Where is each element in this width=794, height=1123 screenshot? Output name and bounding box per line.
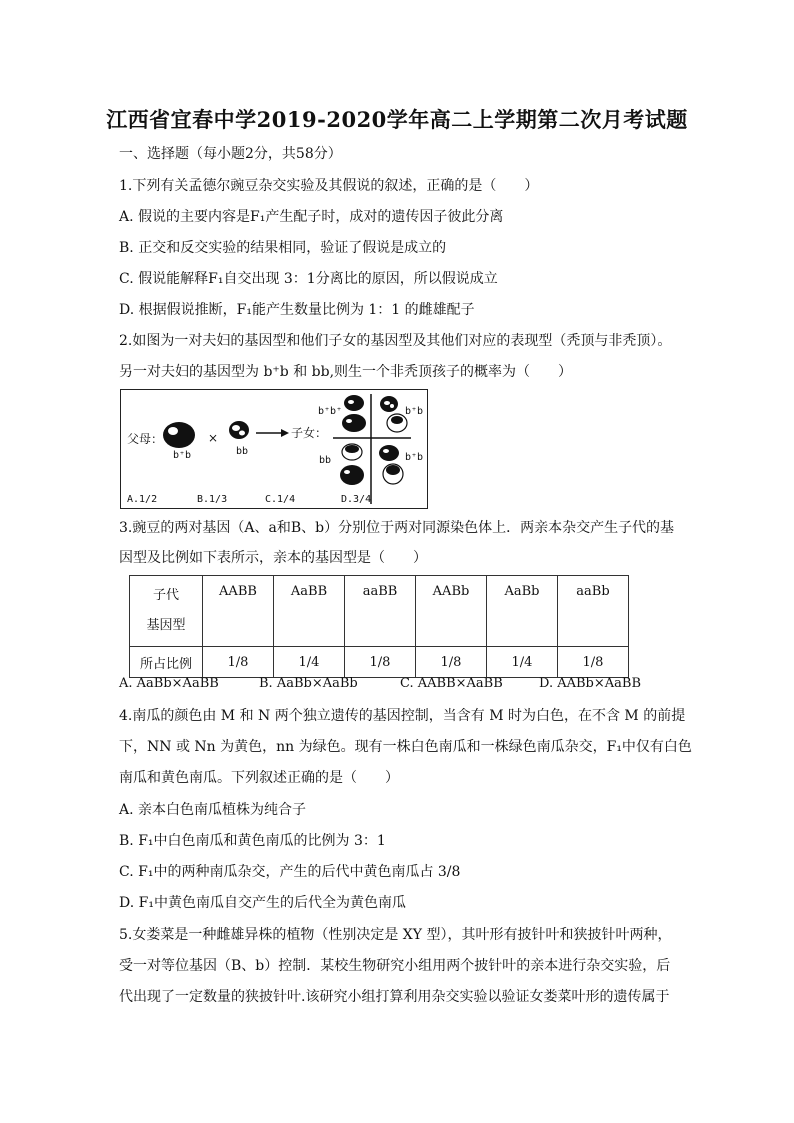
genotype-cell: aaBB xyxy=(345,576,416,647)
fig-child2-genotype: b⁺b xyxy=(405,406,424,417)
table-row xyxy=(130,647,629,678)
q2-stem-line1: 2.如图为一对夫妇的基因型和他们子女的基因型及其他们对应的表现型（秃顶与非秃顶）。 xyxy=(119,333,672,349)
fig-children-label: 子女： xyxy=(291,426,328,440)
child-head-icon xyxy=(342,395,366,432)
q4-option-b: B. F₁中白色南瓜和黄色南瓜的比例为 3：1 xyxy=(119,833,386,849)
genotype-cell: AaBB xyxy=(274,576,345,647)
q3-option-b: B. AaBb×AaBb xyxy=(259,676,358,691)
fig-cross-symbol: × xyxy=(208,431,219,445)
fig-father-genotype: b⁺b xyxy=(173,450,192,461)
section-heading: 一、选择题（每小题2分，共58分） xyxy=(119,146,342,162)
q4-stem-line3: 南瓜和黄色南瓜。下列叙述正确的是（ ） xyxy=(119,770,399,786)
q2-figure xyxy=(120,389,428,509)
table-header-cell xyxy=(130,576,203,647)
q2-stem-line2: 另一对夫妇的基因型为 b⁺b 和 bb,则生一个非秃顶孩子的概率为（ ） xyxy=(119,364,573,380)
q1-option-d: D. 根据假说推断，F₁能产生数量比例为 1：1 的雌雄配子 xyxy=(119,302,475,318)
genotype-cell: aaBb xyxy=(558,576,629,647)
q3-option-c: C. AABB×AaBB xyxy=(400,676,503,691)
ratio-cell: 1/8 xyxy=(416,647,487,678)
father-head-icon xyxy=(163,422,195,448)
q3-stem-line2: 因型及比例如下表所示，亲本的基因型是（ ） xyxy=(119,550,427,566)
header-label-line2: 基因型 xyxy=(146,618,186,633)
q4-stem-line1: 4.南瓜的颜色由 M 和 N 两个独立遗传的基因控制，当含有 M 时为白色，在不含 M 的前提 xyxy=(119,708,686,724)
q4-option-d: D. F₁中黄色南瓜自交产生的后代全为黄色南瓜 xyxy=(119,895,406,911)
fig-parents-label: 父母： xyxy=(127,432,164,446)
fig-child3-genotype: bb xyxy=(319,455,332,466)
q2-option-d: D.3/4 xyxy=(341,494,372,505)
fig-mother-genotype: bb xyxy=(236,446,249,457)
q3-option-a: A. AaBb×AaBB xyxy=(119,676,219,691)
header-label-line1: 子代 xyxy=(152,588,179,603)
child-head-icon xyxy=(380,396,407,432)
fig-child4-genotype: b⁺b xyxy=(405,452,424,463)
child-head-icon xyxy=(379,445,403,484)
genotype-cell: AaBb xyxy=(487,576,558,647)
genotype-cell: AABB xyxy=(203,576,274,647)
table-row xyxy=(130,576,629,647)
arrow-icon xyxy=(256,429,289,437)
fig-child1-genotype: b⁺b⁺ xyxy=(318,406,343,417)
q1-option-b: B. 正交和反交实验的结果相同，验证了假说是成立的 xyxy=(119,240,447,256)
ratio-cell: 1/8 xyxy=(558,647,629,678)
q4-option-a: A. 亲本白色南瓜植株为纯合子 xyxy=(119,802,307,818)
genotype-cell: AABb xyxy=(416,576,487,647)
q1-option-c: C. 假说能解释F₁自交出现 3：1分离比的原因，所以假说成立 xyxy=(119,271,498,287)
q4-option-c: C. F₁中的两种南瓜杂交，产生的后代中黄色南瓜占 3/8 xyxy=(119,864,461,880)
q2-option-c: C.1/4 xyxy=(265,494,296,505)
q1-option-a: A. 假说的主要内容是F₁产生配子时，成对的遗传因子彼此分离 xyxy=(119,209,504,225)
ratio-label-cell: 所占比例 xyxy=(130,647,203,678)
q3-option-d: D. AABb×AaBB xyxy=(539,676,642,691)
page-title: 江西省宜春中学2019-2020学年高二上学期第二次月考试题 xyxy=(106,107,688,132)
q5-stem-line3: 代出现了一定数量的狭披针叶.该研究小组打算利用杂交实验以验证女娄菜叶形的遗传属于 xyxy=(119,989,670,1005)
child-head-icon xyxy=(340,444,364,485)
q3-stem-line1: 3.豌豆的两对基因（A、a和B、b）分别位于两对同源染色体上．两亲本杂交产生子代的基 xyxy=(119,520,675,536)
ratio-cell: 1/8 xyxy=(345,647,416,678)
q5-stem-line1: 5.女娄菜是一种雌雄异株的植物（性别决定是 XY 型），其叶形有披针叶和狭披针叶两种， xyxy=(119,927,672,943)
q3-genotype-table xyxy=(129,575,629,678)
q2-option-b: B.1/3 xyxy=(197,494,228,505)
q4-stem-line2: 下，NN 或 Nn 为黄色，nn 为绿色。现有一株白色南瓜和一株绿色南瓜杂交，F₁中仅有白色 xyxy=(119,739,692,755)
mother-head-icon xyxy=(229,421,249,439)
q2-figure-drawing xyxy=(121,390,427,508)
ratio-cell: 1/4 xyxy=(487,647,558,678)
q5-stem-line2: 受一对等位基因（B、b）控制．某校生物研究小组用两个披针叶的亲本进行杂交实验，后 xyxy=(119,958,671,974)
ratio-cell: 1/4 xyxy=(274,647,345,678)
ratio-cell: 1/8 xyxy=(203,647,274,678)
q2-option-a: A.1/2 xyxy=(127,494,158,505)
q1-stem: 1.下列有关孟德尔豌豆杂交实验及其假说的叙述，正确的是（ ） xyxy=(119,178,539,194)
